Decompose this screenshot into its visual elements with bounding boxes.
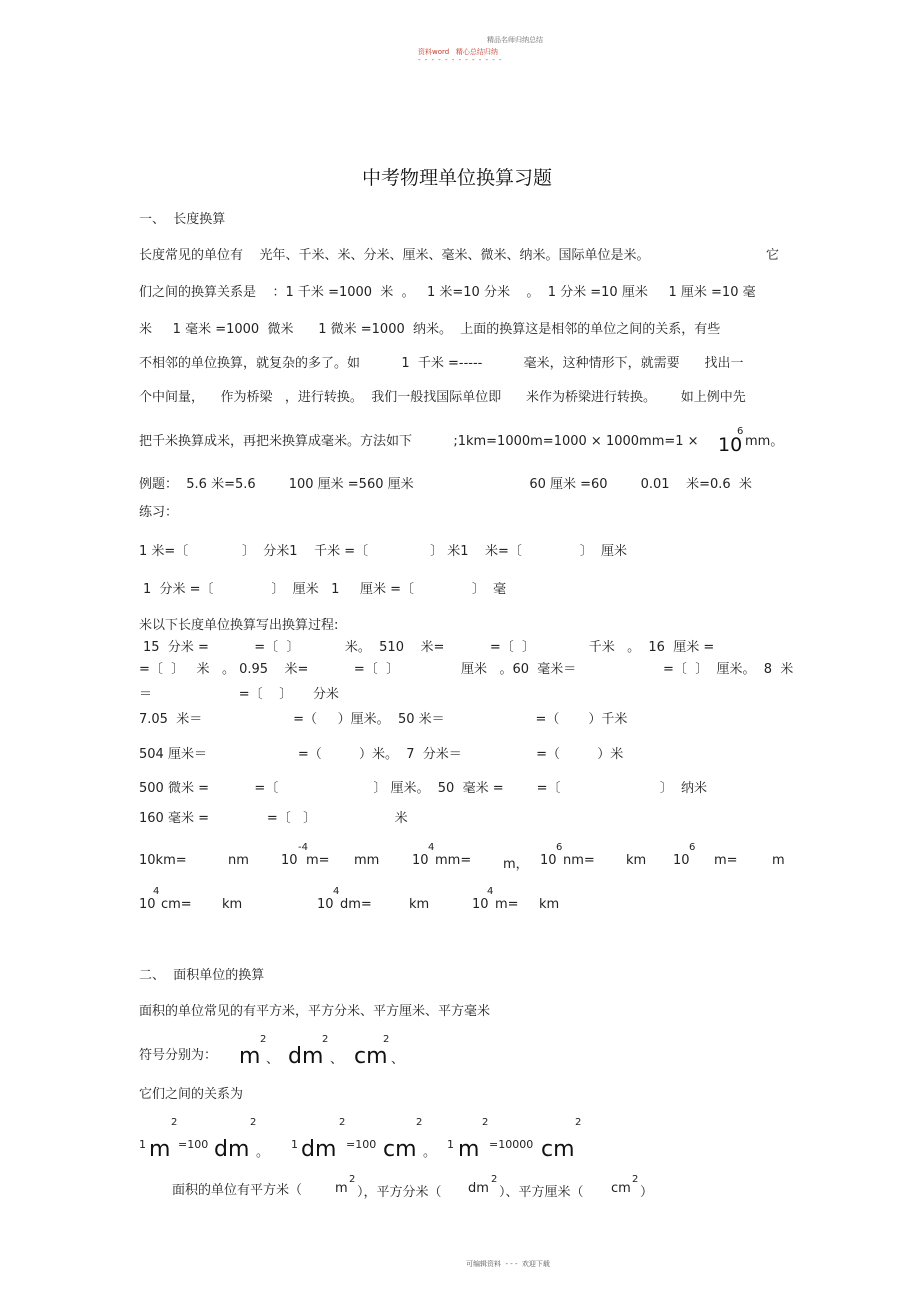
- separator: 、: [391, 1052, 405, 1067]
- paragraph-line: 面积的单位常见的有平方米，平方分米、平方厘米、平方毫米: [139, 1004, 491, 1019]
- power-item: m=: [495, 897, 519, 912]
- practice-line: ＝ =〔 〕 分米: [139, 687, 339, 702]
- example-line: 例题： 5.6 米=5.6 100 厘米 =560 厘米 60 厘米 =60 0.01 米=0.6 米: [139, 477, 752, 492]
- exponent: 2: [260, 1034, 267, 1045]
- power-item: m: [772, 853, 785, 868]
- exponent: 4: [153, 886, 160, 897]
- unit-symbol: dm: [288, 1044, 324, 1069]
- paragraph-line: 长度常见的单位有 光年、千米、米、分米、厘米、毫米、微米、纳米。国际单位是米。: [139, 248, 650, 263]
- power-item: 10: [139, 897, 156, 912]
- unit-symbol: cm: [541, 1137, 575, 1162]
- practice-line: 7.05 米＝ =（ ）厘米。 50 米＝ =（ ）千米: [139, 712, 628, 727]
- power-item: m=: [306, 853, 330, 868]
- power-item: nm: [228, 853, 249, 868]
- relation-number: =10000: [489, 1138, 534, 1151]
- symbols-label: 符号分别为：: [139, 1048, 218, 1063]
- separator: 、: [330, 1052, 344, 1067]
- practice-line: 15 分米 = =〔 〕 米。 510 米= =〔 〕 千米 。 16 厘米 =: [143, 640, 715, 655]
- power-item: cm=: [161, 897, 192, 912]
- power-base: 10: [718, 434, 743, 456]
- paragraph-line: 不相邻的单位换算，就复杂的多了。如 1 千米 =----- 毫米，这种情形下，就需要 找出一: [139, 356, 744, 371]
- practice-line: 1 分米 =〔 〕 厘米 1 厘米 =〔 〕 毫: [143, 582, 507, 597]
- exponent: 2: [482, 1117, 489, 1128]
- unit-symbol: dm: [468, 1181, 489, 1196]
- separator: 。: [256, 1145, 270, 1160]
- section-heading-length: 一、 长度换算: [139, 212, 226, 227]
- exponent: 6: [689, 842, 696, 853]
- exponent: -4: [298, 842, 308, 853]
- exponent: 6: [737, 426, 744, 437]
- relation-number: 1: [139, 1138, 146, 1151]
- exponent: 2: [171, 1117, 178, 1128]
- practice-line: 504 厘米＝ =（ ）米。 7 分米＝ =（ ）米: [139, 747, 624, 762]
- exponent: 4: [333, 886, 340, 897]
- power-item: mm=: [435, 853, 472, 868]
- power-item: m，: [503, 857, 529, 872]
- exponent: 2: [349, 1174, 356, 1185]
- exponent: 4: [428, 842, 435, 853]
- unit-symbol: cm: [383, 1137, 417, 1162]
- unit-symbol: dm: [214, 1137, 250, 1162]
- unit-symbol: cm: [611, 1181, 631, 1196]
- power-item: m=: [714, 853, 738, 868]
- practice-line: 500 微米 = =〔 〕 厘米。 50 毫米 = =〔 〕 纳米: [139, 781, 707, 796]
- exponent: 2: [575, 1117, 582, 1128]
- relation-number: =100: [346, 1138, 377, 1151]
- units-line-text: ）: [640, 1185, 654, 1200]
- practice-label: 练习：: [139, 505, 179, 520]
- page-footer: 可编辑资料 - - - 欢迎下载: [466, 1260, 550, 1268]
- practice-line: 160 毫米 = =〔 〕 米: [139, 811, 408, 826]
- units-line-text: ）、平方厘米（: [499, 1185, 584, 1200]
- practice-line: =〔 〕 米 。 0.95 米= =〔 〕 厘米 。60 毫米＝ =〔 〕 厘米。 8 米: [139, 662, 794, 677]
- power-item: 10: [673, 853, 690, 868]
- power-item: km: [626, 853, 647, 868]
- unit-symbol: m: [149, 1137, 171, 1162]
- section-heading-area: 二、 面积单位的换算: [139, 968, 265, 983]
- separator: 、: [266, 1052, 280, 1067]
- practice-line: 米以下长度单位换算写出换算过程:: [139, 618, 339, 633]
- power-item: 10: [281, 853, 298, 868]
- paragraph-line: 个中间量， 作为桥梁 ，进行转换。 我们一般找国际单位即 米作为桥梁进行转换。 如上例中先: [139, 390, 746, 405]
- power-item: 10: [412, 853, 429, 868]
- separator: 。: [423, 1145, 437, 1160]
- exponent: 6: [556, 842, 563, 853]
- paragraph-line: 米 1 毫米 =1000 微米 1 微米 =1000 纳米。 上面的换算这是相邻的单位之间的关系，有些: [139, 322, 721, 337]
- unit-symbol: dm: [301, 1137, 337, 1162]
- relation-number: 1: [447, 1138, 454, 1151]
- power-item: dm=: [340, 897, 372, 912]
- exponent: 2: [416, 1117, 423, 1128]
- unit-symbol: cm: [354, 1044, 388, 1069]
- exponent: 2: [250, 1117, 257, 1128]
- units-line-prefix: 面积的单位有平方米（: [172, 1183, 303, 1198]
- exponent: 2: [632, 1174, 639, 1185]
- relation-label: 它们之间的关系为: [139, 1087, 244, 1102]
- power-item: 10: [540, 853, 557, 868]
- paragraph-line: 它: [766, 248, 780, 263]
- unit-symbol: m: [458, 1137, 480, 1162]
- power-item: km: [222, 897, 243, 912]
- header-dash-line: - - - - - - - - - - - - -: [418, 56, 503, 64]
- paragraph-line: 们之间的换算关系是 ：1 千米 =1000 米 。 1 米=10 分米 。 1 分米 =10 厘米 1 厘米 =10 毫: [139, 285, 756, 300]
- paragraph-line: mm。: [745, 434, 784, 449]
- power-item: 10km=: [139, 853, 187, 868]
- exponent: 2: [339, 1117, 346, 1128]
- unit-symbol: m: [239, 1044, 261, 1069]
- units-line-text: ），平方分米（: [357, 1185, 442, 1200]
- unit-symbol: m: [335, 1181, 348, 1196]
- power-item: km: [409, 897, 430, 912]
- exponent: 2: [383, 1034, 390, 1045]
- power-item: 10: [317, 897, 334, 912]
- header-red-note: 资料word 精心总结归纳: [418, 48, 498, 56]
- power-item: 10: [472, 897, 489, 912]
- exponent: 4: [487, 886, 494, 897]
- paragraph-line: 把千米换算成米，再把米换算成毫米。方法如下 ;1km=1000m=1000 × 1000mm=1 ×: [139, 434, 699, 449]
- power-item: mm: [354, 853, 380, 868]
- exponent: 2: [491, 1174, 498, 1185]
- relation-number: =100: [178, 1138, 209, 1151]
- exponent: 2: [322, 1034, 329, 1045]
- power-item: km: [539, 897, 560, 912]
- relation-number: 1: [291, 1138, 298, 1151]
- page-title: 中考物理单位换算习题: [362, 167, 553, 189]
- power-item: nm=: [563, 853, 595, 868]
- practice-line: 1 米=〔 〕 分米1 千米 =〔 〕 米1 米=〔 〕 厘米: [139, 544, 628, 559]
- header-note: 精品名师归纳总结: [487, 36, 543, 44]
